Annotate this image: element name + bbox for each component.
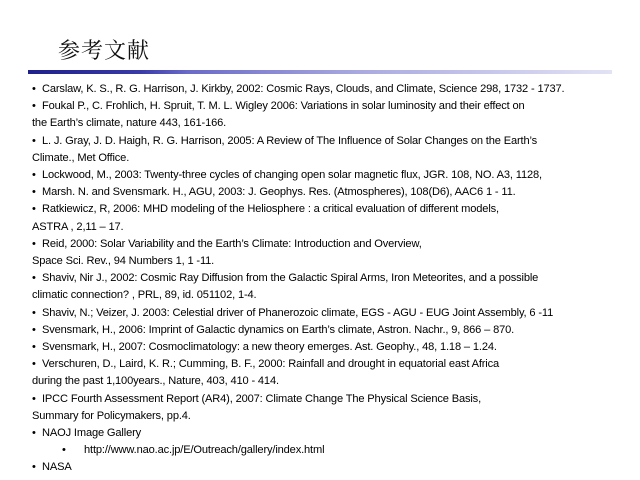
bullet-icon: •	[32, 427, 36, 440]
bullet-icon: •	[32, 272, 36, 285]
reference-text: Reid, 2000: Solar Variability and the Earth’s Climate: Introduction and Overview,	[42, 237, 422, 250]
reference-item	[32, 305, 628, 322]
bullet-icon: •	[62, 444, 66, 457]
reference-item	[32, 236, 628, 253]
reference-text: Ratkiewicz, R, 2006: MHD modeling of the Heliosphere : a critical evaluation of different models,	[42, 203, 499, 216]
slide-title: 参考文献	[58, 39, 151, 64]
reference-item[interactable]	[32, 442, 628, 459]
reference-text: Climate., Met Office.	[32, 151, 130, 164]
reference-item-continuation	[32, 253, 628, 270]
bullet-icon: •	[32, 134, 36, 147]
reference-text: Verschuren, D., Laird, K. R.; Cumming, B. F., 2000: Rainfall and drought in equatorial east Africa	[42, 358, 500, 371]
title-underline	[28, 70, 612, 74]
reference-item	[32, 339, 628, 356]
reference-item	[32, 270, 628, 287]
bullet-icon: •	[32, 186, 36, 199]
reference-text: climatic connection? , PRL, 89, id. 051102, 1-4.	[32, 289, 257, 302]
reference-text: NASA	[42, 461, 72, 474]
reference-item-continuation	[32, 115, 628, 132]
bullet-icon: •	[32, 392, 36, 405]
reference-text: Svensmark, H., 2007: Cosmoclimatology: a new theory emerges. Ast. Geophy., 48, 1.18 – 1.24.	[42, 341, 497, 354]
reference-item	[32, 356, 628, 373]
bullet-icon: •	[32, 83, 36, 95]
bullet-icon: •	[32, 203, 36, 216]
reference-text: NAOJ Image Gallery	[42, 427, 142, 440]
reference-item	[32, 184, 628, 201]
reference-link-text[interactable]: http://www.nao.ac.jp/E/Outreach/gallery/index.html	[84, 444, 325, 457]
reference-text: during the past 1,100years., Nature, 403, 410 - 414.	[32, 375, 279, 388]
reference-list	[32, 81, 628, 477]
reference-text: the Earth’s climate, nature 443, 161-166.	[32, 117, 227, 130]
reference-text: Summary for Policymakers, pp.4.	[32, 409, 191, 422]
bullet-icon: •	[32, 341, 36, 354]
reference-text: Svensmark, H., 2006: Imprint of Galactic dynamics on Earth’s climate, Astron. Nachr., 9, 866 – 870.	[42, 323, 515, 336]
reference-item	[32, 391, 628, 408]
reference-item	[32, 98, 628, 115]
bullet-icon: •	[32, 306, 36, 319]
bullet-icon: •	[32, 461, 36, 474]
bullet-icon: •	[32, 169, 36, 182]
bullet-icon: •	[32, 237, 36, 250]
reference-text: Carslaw, K. S., R. G. Harrison, J. Kirkby, 2002: Cosmic Rays, Clouds, and Climate, Science 298, 1732 - 1737.	[42, 83, 565, 95]
reference-item	[32, 167, 628, 184]
reference-item	[32, 133, 628, 150]
reference-item	[32, 81, 628, 98]
bullet-icon: •	[32, 323, 36, 336]
reference-text: Shaviv, N.; Veizer, J. 2003: Celestial driver of Phanerozoic climate, EGS - AGU - EUG Joint Assembly, 6 -11	[42, 306, 554, 319]
reference-item	[32, 459, 628, 476]
reference-item	[32, 201, 628, 218]
reference-text: L. J. Gray, J. D. Haigh, R. G. Harrison, 2005: A Review of The Influence of Solar Changes on the Earth’s	[42, 134, 537, 147]
reference-item-continuation	[32, 219, 628, 236]
bullet-icon: •	[32, 358, 36, 371]
reference-text: Shaviv, Nir J., 2002: Cosmic Ray Diffusion from the Galactic Spiral Arms, Iron Meteorites, and a possible	[42, 272, 539, 285]
reference-item-continuation	[32, 408, 628, 425]
reference-text: IPCC Fourth Assessment Report (AR4), 2007: Climate Change The Physical Science Basis,	[42, 392, 482, 405]
reference-item	[32, 322, 628, 339]
bullet-icon: •	[32, 100, 36, 113]
reference-text: ASTRA , 2,11 – 17.	[32, 220, 124, 233]
reference-item	[32, 425, 628, 442]
reference-text: Marsh. N. and Svensmark. H., AGU, 2003: J. Geophys. Res. (Atmospheres), 108(D6), AAC6 1 - 11.	[42, 186, 516, 199]
reference-item-continuation	[32, 373, 628, 390]
reference-item-continuation	[32, 150, 628, 167]
title-underline-dark-segment	[28, 70, 188, 74]
reference-item-continuation	[32, 287, 628, 304]
reference-text: Space Sci. Rev., 94 Numbers 1, 1 -11.	[32, 255, 215, 268]
reference-text: Foukal P., C. Frohlich, H. Spruit, T. M. L. Wigley 2006: Variations in solar luminosity and their effect on	[42, 100, 525, 113]
reference-text: Lockwood, M., 2003: Twenty-three cycles of changing open solar magnetic flux, JGR. 108, NO. A3, 1128,	[42, 169, 542, 182]
title-underline-light-segment	[188, 70, 612, 74]
